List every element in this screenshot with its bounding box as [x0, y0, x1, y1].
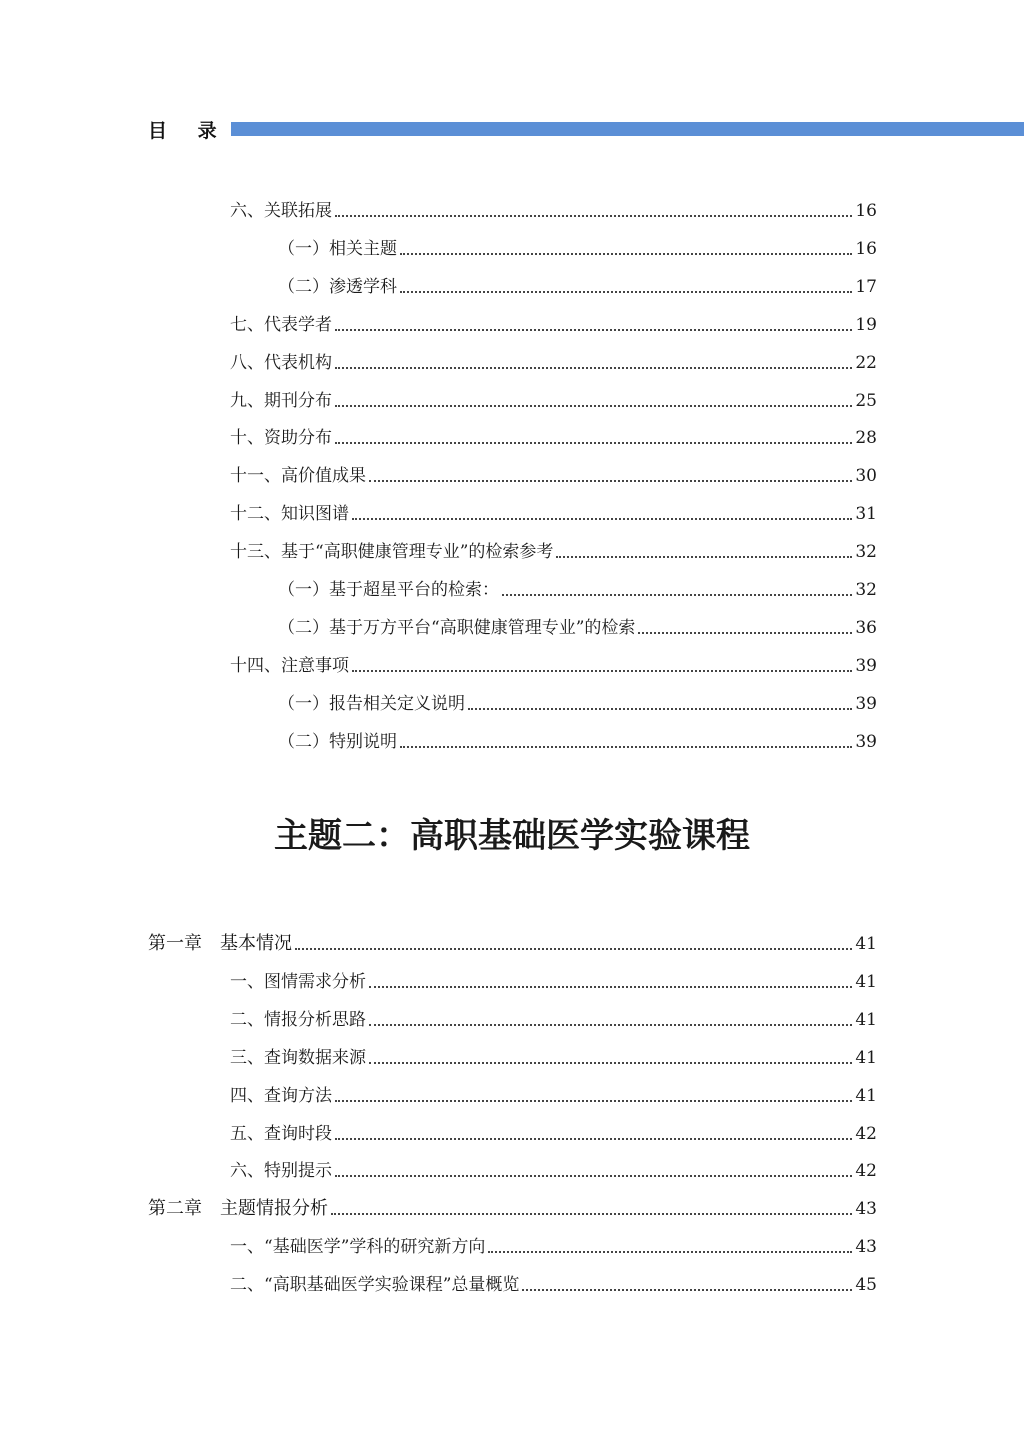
toc-page-number: 16	[855, 201, 877, 221]
toc-page-number: 31	[855, 504, 877, 525]
dot-leader	[556, 556, 852, 558]
toc-page-number: 39	[855, 731, 877, 752]
dot-leader	[400, 746, 852, 748]
toc-page-number: 43	[855, 1199, 877, 1220]
toc-entry-row[interactable]	[230, 1152, 877, 1182]
toc-entry-row[interactable]	[230, 647, 877, 677]
toc-page-number: 16	[855, 238, 877, 259]
toc-entry-row[interactable]	[278, 609, 877, 639]
toc-entry-label: 六、特别提示	[230, 1161, 332, 1182]
toc-entry-label: 六、关联拓展	[230, 201, 332, 221]
dot-leader	[331, 1213, 852, 1215]
toc-page-number: 41	[855, 1047, 877, 1068]
toc-page-number: 36	[855, 617, 877, 638]
toc-entry-label: 十一、高价值成果	[230, 466, 366, 487]
toc-entry-row[interactable]	[230, 1266, 877, 1296]
dot-leader	[335, 367, 852, 369]
dot-leader	[369, 1024, 852, 1026]
dot-leader	[352, 670, 852, 672]
toc-entry-label: （二）渗透学科	[278, 276, 397, 297]
toc-page-number: 25	[855, 390, 877, 411]
dot-leader	[468, 708, 852, 710]
theme-title: 主题二：高职基础医学实验课程	[274, 816, 750, 856]
toc-entry-row[interactable]	[230, 192, 877, 222]
toc-page-number: 32	[855, 542, 877, 563]
toc-entry-label: 第二章 主题情报分析	[148, 1198, 328, 1220]
toc-entry-label: 三、查询数据来源	[230, 1047, 366, 1068]
toc-chapter-row[interactable]	[148, 925, 877, 955]
dot-leader	[488, 1251, 852, 1253]
toc-page-number: 39	[855, 655, 877, 676]
toc-entry-label: 八、代表机构	[230, 352, 332, 373]
toc-page-number: 43	[855, 1237, 877, 1258]
toc-entry-row[interactable]	[278, 268, 877, 298]
toc-entry-row[interactable]	[278, 230, 877, 260]
toc-entry-row[interactable]	[230, 306, 877, 336]
toc-entry-row[interactable]	[278, 723, 877, 753]
dot-leader	[335, 405, 852, 407]
toc-page-number: 19	[855, 314, 877, 335]
toc-entry-label: 九、期刊分布	[230, 390, 332, 411]
toc-entry-label: （一）相关主题	[278, 238, 397, 259]
dot-leader	[400, 291, 852, 293]
toc-entry-label: （二）基于万方平台“高职健康管理专业”的检索	[278, 617, 636, 638]
toc-entry-label: 十二、知识图谱	[230, 504, 349, 525]
toc-page-number: 22	[855, 352, 877, 373]
toc-entry-row[interactable]	[230, 963, 877, 993]
dot-leader	[335, 442, 852, 444]
toc-entry-row[interactable]	[230, 457, 877, 487]
dot-leader	[335, 215, 852, 217]
toc-entry-row[interactable]	[230, 1077, 877, 1107]
dot-leader	[369, 986, 852, 988]
toc-page-number: 17	[855, 276, 877, 297]
toc-entry-row[interactable]	[230, 419, 877, 449]
dot-leader	[335, 1138, 852, 1140]
toc-page-number: 41	[855, 971, 877, 992]
dot-leader	[502, 594, 852, 596]
toc-entry-row[interactable]	[230, 1039, 877, 1069]
toc-page-number: 42	[855, 1123, 877, 1144]
toc-entry-row[interactable]	[230, 495, 877, 525]
toc-entry-row[interactable]	[278, 685, 877, 715]
toc-entry-row[interactable]	[230, 1228, 877, 1258]
toc-page-number: 41	[855, 1085, 877, 1106]
toc-entry-row[interactable]	[230, 1115, 877, 1145]
toc-entry-row[interactable]	[230, 1001, 877, 1031]
toc-page-number: 30	[855, 466, 877, 487]
toc-entry-label: 二、“高职基础医学实验课程”总量概览	[230, 1275, 520, 1296]
dot-leader	[352, 518, 852, 520]
toc-page-number: 41	[855, 934, 877, 954]
toc-entry-label: 七、代表学者	[230, 314, 332, 335]
dot-leader	[335, 1100, 852, 1102]
dot-leader	[400, 253, 852, 255]
toc-header-label: 目 录	[148, 120, 229, 142]
dot-leader	[369, 480, 852, 482]
toc-entry-label: 十四、注意事项	[230, 655, 349, 676]
toc-entry-label: （一）基于超星平台的检索：	[278, 580, 499, 600]
header-accent-bar	[231, 122, 1024, 136]
dot-leader	[638, 632, 852, 634]
toc-entry-label: 一、图情需求分析	[230, 971, 366, 992]
toc-page-number: 41	[855, 1009, 877, 1030]
toc-page-number: 42	[855, 1161, 877, 1182]
toc-chapter-row[interactable]	[148, 1190, 877, 1220]
toc-entry-label: 十三、基于“高职健康管理专业”的检索参考	[230, 542, 554, 563]
toc-entry-row[interactable]	[230, 382, 877, 412]
toc-entry-label: 二、情报分析思路	[230, 1009, 366, 1030]
dot-leader	[369, 1062, 852, 1064]
toc-entry-row[interactable]	[230, 533, 877, 563]
toc-entry-row[interactable]	[278, 571, 877, 601]
toc-page-number: 32	[855, 580, 877, 600]
toc-entry-label: 第一章 基本情况	[148, 933, 292, 954]
toc-page-number: 45	[855, 1275, 877, 1296]
dot-leader	[335, 1175, 852, 1177]
toc-entry-label: （二）特别说明	[278, 731, 397, 752]
toc-page-number: 28	[855, 428, 877, 449]
toc-entry-label: 十、资助分布	[230, 428, 332, 449]
toc-entry-row[interactable]	[230, 344, 877, 374]
toc-entry-label: 四、查询方法	[230, 1085, 332, 1106]
dot-leader	[522, 1289, 852, 1291]
dot-leader	[335, 329, 852, 331]
page-header	[0, 112, 1024, 148]
toc-entry-label: 一、“基础医学”学科的研究新方向	[230, 1237, 486, 1258]
toc-entry-label: （一）报告相关定义说明	[278, 693, 465, 714]
toc-entry-label: 五、查询时段	[230, 1123, 332, 1144]
toc-page-number: 39	[855, 693, 877, 714]
dot-leader	[295, 948, 852, 950]
